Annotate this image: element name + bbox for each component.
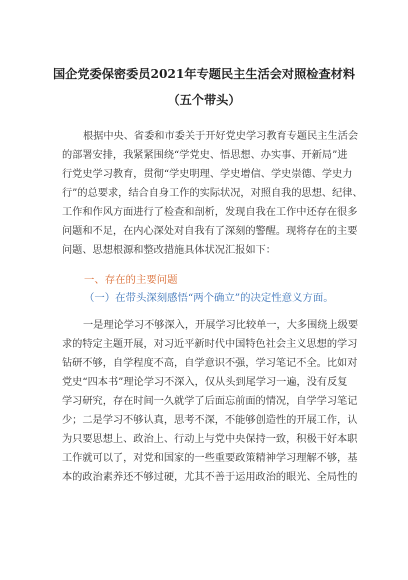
document-title: 国企党委保密委员2021年专题民主生活会对照检查材料 bbox=[52, 67, 356, 81]
intro-line: 行党史学习教育，贯彻“学史明理、学史增信、学史崇德、学史力 bbox=[62, 169, 353, 180]
intro-line: 问题和不足，在内心深处对自我有了深刻的警醒。现将存在的主要 bbox=[62, 226, 358, 237]
document-subtitle: （五个带头） bbox=[167, 93, 241, 107]
body-line: 一是理论学习不够深入，开展学习比较单一，大多围绕上级要 bbox=[83, 320, 359, 331]
body-line: 学习研究，存在时间一久就学了后面忘前面的情况，自学学习笔记 bbox=[62, 396, 358, 407]
body-line: 工作就可以了，对党和国家的一些重要政策精神学习理解不够，基 bbox=[62, 453, 358, 464]
body-line: 钻研不够，自学程度不高，自学意识不强，学习笔记不全。比如对 bbox=[62, 358, 358, 369]
intro-line: 的部署安排，我紧紧围绕“学党史、悟思想、办实事、开新局”进 bbox=[62, 150, 348, 161]
intro-line: 行”的总要求，结合自身工作的实际状况，对照自我的思想、纪律、 bbox=[62, 188, 363, 199]
intro-line: 根据中央、省委和市委关于开好党史学习教育专题民主生活会 bbox=[83, 131, 359, 142]
subsection-heading: （一）在带头深刻感悟“两个确立”的决定性意义方面。 bbox=[84, 292, 334, 304]
intro-line: 工作和作风方面进行了检查和剖析，发现自我在工作中还存在很多 bbox=[62, 207, 358, 218]
body-line: 党史“四本书”理论学习不深入，仅从头到尾学习一遍，没有反复 bbox=[62, 377, 348, 388]
body-line: 为只要思想上、政治上、行动上与党中央保持一致，积极干好本职 bbox=[62, 434, 358, 445]
body-line: 本的政治素养还不够过硬，尤其不善于运用政治的眼光、全局性的 bbox=[62, 472, 358, 483]
body-line: 少；二是学习不够认真，思考不深，不能够创造性的开展工作，认 bbox=[62, 415, 358, 426]
body-line: 求的特定主题开展，对习近平新时代中国特色社会主义思想的学习 bbox=[62, 339, 358, 350]
intro-line: 问题、思想根源和整改措施具体状况汇报如下： bbox=[62, 245, 276, 256]
section-heading: 一、存在的主要问题 bbox=[84, 274, 178, 286]
